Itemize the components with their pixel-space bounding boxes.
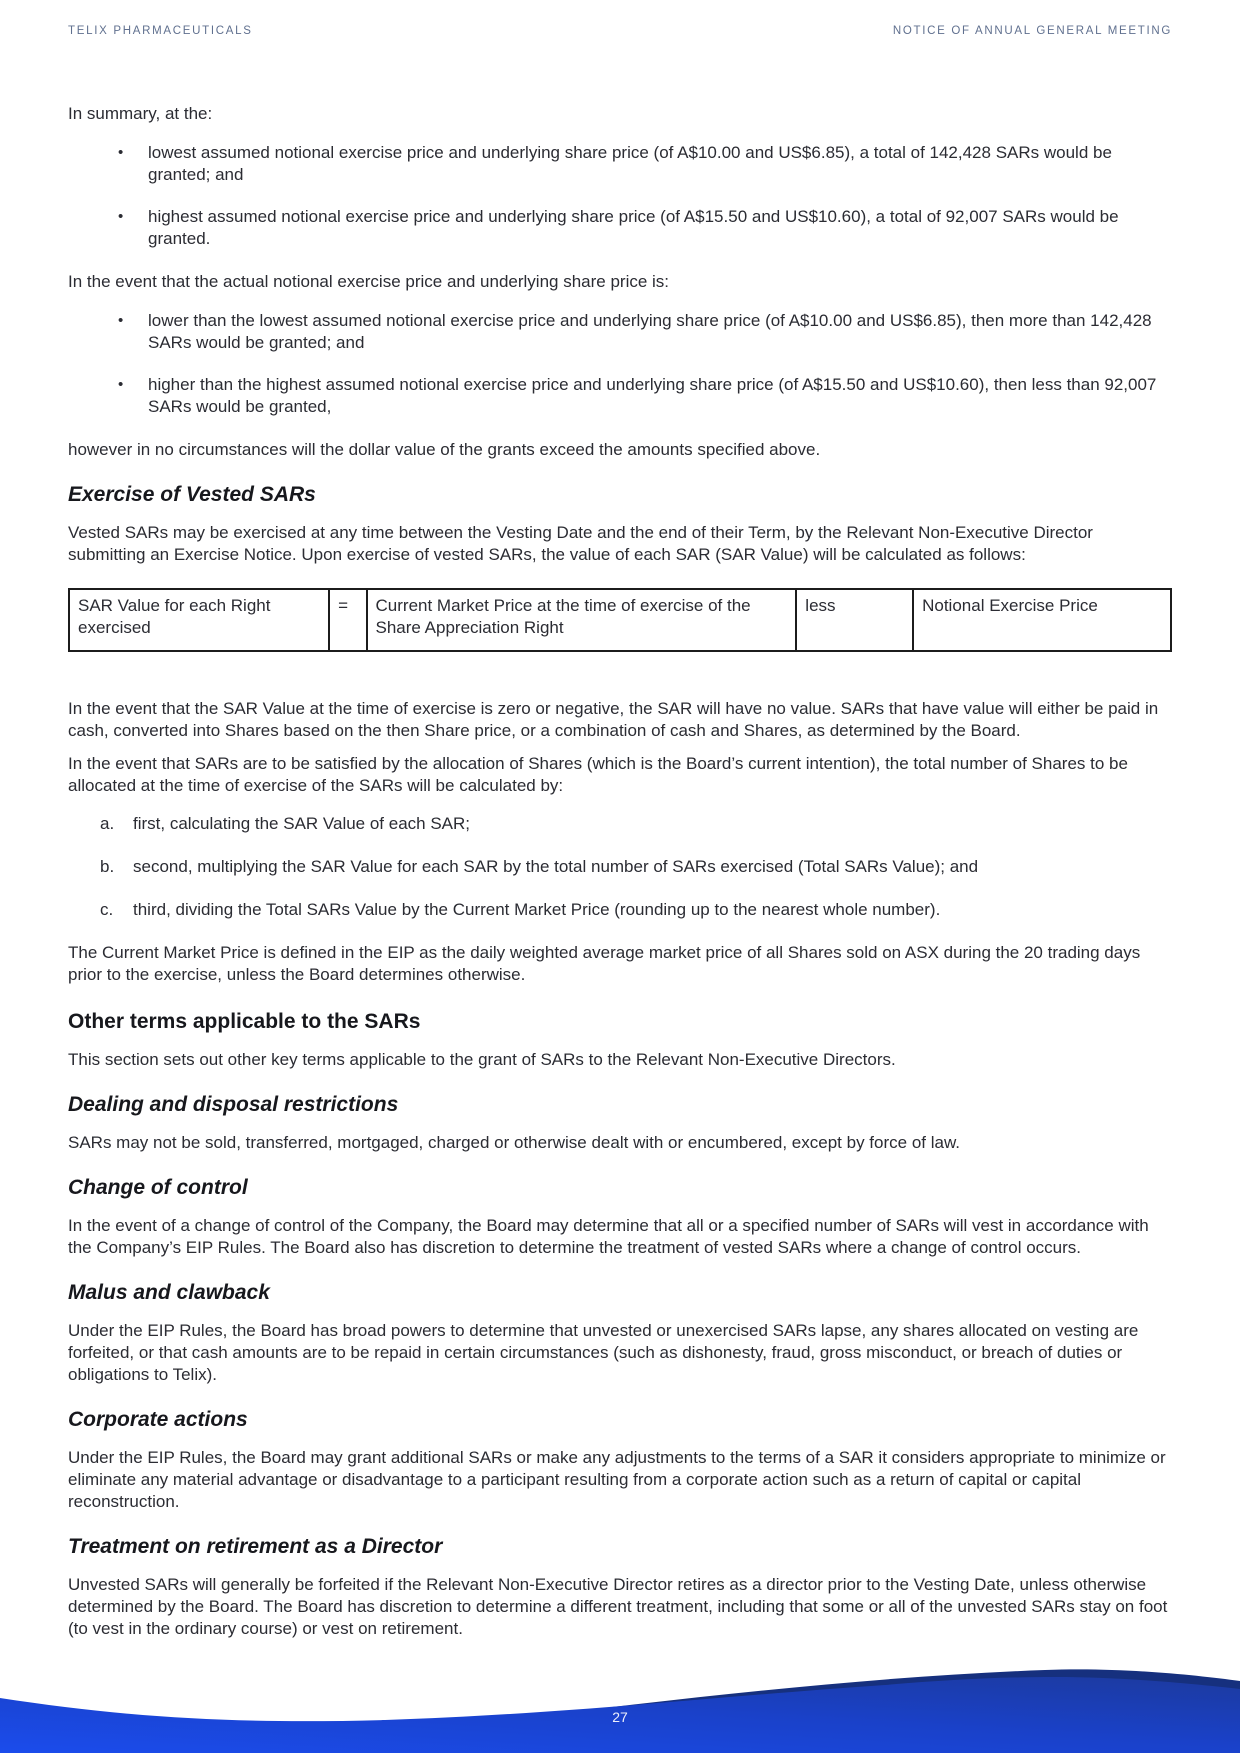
list-item-text: first, calculating the SAR Value of each SAR; (133, 814, 471, 833)
section-heading-malus-clawback: Malus and clawback (68, 1281, 270, 1304)
table-cell-equals: = (329, 589, 366, 651)
bullet-icon: • (118, 144, 124, 161)
section-heading-corporate-actions: Corporate actions (68, 1408, 248, 1431)
header-document-title: NOTICE OF ANNUAL GENERAL MEETING (892, 25, 1172, 37)
list-item-text: second, multiplying the SAR Value for each SAR by the total number of SARs exercised (Total SARs Value); and (133, 857, 979, 876)
table-row (69, 589, 1171, 651)
table-cell-notional-exercise-price: Notional Exercise Price (913, 589, 1171, 651)
footer-wave-graphic (0, 1588, 1240, 1753)
sar-value-formula-table (68, 588, 1172, 652)
page-body (68, 92, 1172, 1651)
list-item (68, 856, 1172, 878)
bullet-icon: • (118, 312, 124, 329)
list-item-text: higher than the highest assumed notional exercise price and underlying share price (of A$15.50 and US$10.60), then less than 92,007 SARs would be granted, (148, 375, 1157, 416)
page-number: 27 (612, 1709, 628, 1725)
corporate-actions-paragraph: Under the EIP Rules, the Board may grant additional SARs or make any adjustments to the terms of a SAR it considers appropriate to minimize or eliminate any material advantage or disadvantage to a participant resulting from a corporate action such as a return of capital or capital reconstruction. (68, 1448, 1166, 1511)
section-heading-retirement-treatment: Treatment on retirement as a Director (68, 1535, 443, 1558)
bullet-icon: • (118, 208, 124, 225)
list-item (68, 206, 1172, 250)
section-heading-dealing-restrictions: Dealing and disposal restrictions (68, 1093, 399, 1116)
retirement-paragraph: Unvested SARs will generally be forfeited if the Relevant Non-Executive Director retires as a director prior to the Vesting Date, unless otherwise determined by the Board. The Board has discretion to determine a different treatment, including that some or all of the unvested SARs stay on foot (to vest in the ordinary course) or vest on retirement. (68, 1575, 1168, 1638)
table-cell-current-market-price: Current Market Price at the time of exercise of the Share Appreciation Right (367, 589, 797, 651)
table-cell-less: less (796, 589, 913, 651)
section-heading-change-of-control: Change of control (68, 1176, 248, 1199)
current-market-price-paragraph: The Current Market Price is defined in the EIP as the daily weighted average market price of all Shares sold on ASX during the 20 trading days prior to the exercise, unless the Board determines otherwise. (68, 943, 1141, 984)
list-item (68, 310, 1172, 354)
section-heading-exercise-of-vested-sars: Exercise of Vested SARs (68, 483, 316, 506)
calculation-steps-list (68, 813, 1172, 921)
summary-bullet-list (68, 142, 1172, 250)
page-header (68, 25, 1172, 37)
list-item-marker: c. (100, 900, 114, 919)
list-item (68, 374, 1172, 418)
table-cell-sar-value: SAR Value for each Right exercised (69, 589, 329, 651)
however-paragraph: however in no circumstances will the dollar value of the grants exceed the amounts specified above. (68, 440, 821, 459)
list-item-text: third, dividing the Total SARs Value by the Current Market Price (rounding up to the nearest whole number). (133, 900, 941, 919)
intro-paragraph: In summary, at the: (68, 104, 213, 123)
list-item (68, 142, 1172, 186)
allocation-paragraph: In the event that SARs are to be satisfied by the allocation of Shares (which is the Board’s current intention), the total number of Shares to be allocated at the time of exercise of the SARs will be calculated by: (68, 754, 1128, 795)
list-item-text: highest assumed notional exercise price and underlying share price (of A$15.50 and US$10.60), a total of 92,007 SARs would be granted. (148, 207, 1119, 248)
header-company-name: TELIX PHARMACEUTICALS (68, 25, 253, 37)
change-of-control-paragraph: In the event of a change of control of the Company, the Board may determine that all or a specified number of SARs will vest in accordance with the Company’s EIP Rules. The Board also has discretion to determine the treatment of vested SARs where a change of control occurs. (68, 1216, 1149, 1257)
dealing-paragraph: SARs may not be sold, transferred, mortgaged, charged or otherwise dealt with or encumbered, except by force of law. (68, 1133, 961, 1152)
exercise-paragraph: Vested SARs may be exercised at any time between the Vesting Date and the end of their Term, by the Relevant Non-Executive Director submitting an Exercise Notice. Upon exercise of vested SARs, the value of each SAR (SAR Value) will be calculated as follows: (68, 523, 1093, 564)
list-item-marker: a. (100, 814, 115, 833)
list-item-marker: b. (100, 857, 115, 876)
list-item (68, 813, 1172, 835)
malus-paragraph: Under the EIP Rules, the Board has broad powers to determine that unvested or unexercised SARs lapse, any shares allocated on vesting are forfeited, or that cash amounts are to be repaid in certain circumstances (such as dishonesty, fraud, gross misconduct, or breach of duties or obligations to Telix). (68, 1321, 1139, 1384)
list-item-text: lower than the lowest assumed notional exercise price and underlying share price (of A$10.00 and US$6.85), then more than 142,428 SARs would be granted; and (148, 311, 1152, 352)
list-item-text: lowest assumed notional exercise price and underlying share price (of A$10.00 and US$6.85), a total of 142,428 SARs would be granted; and (148, 143, 1112, 184)
event-intro-paragraph: In the event that the actual notional exercise price and underlying share price is: (68, 272, 670, 291)
section-heading-other-terms: Other terms applicable to the SARs (68, 1010, 421, 1033)
bullet-icon: • (118, 376, 124, 393)
event-bullet-list (68, 310, 1172, 418)
list-item (68, 899, 1172, 921)
other-terms-paragraph: This section sets out other key terms applicable to the grant of SARs to the Relevant Non-Executive Directors. (68, 1050, 896, 1069)
sar-value-paragraph: In the event that the SAR Value at the time of exercise is zero or negative, the SAR will have no value. SARs that have value will either be paid in cash, converted into Shares based on the then Share price, or a combination of cash and Shares, as determined by the Board. (68, 699, 1159, 740)
